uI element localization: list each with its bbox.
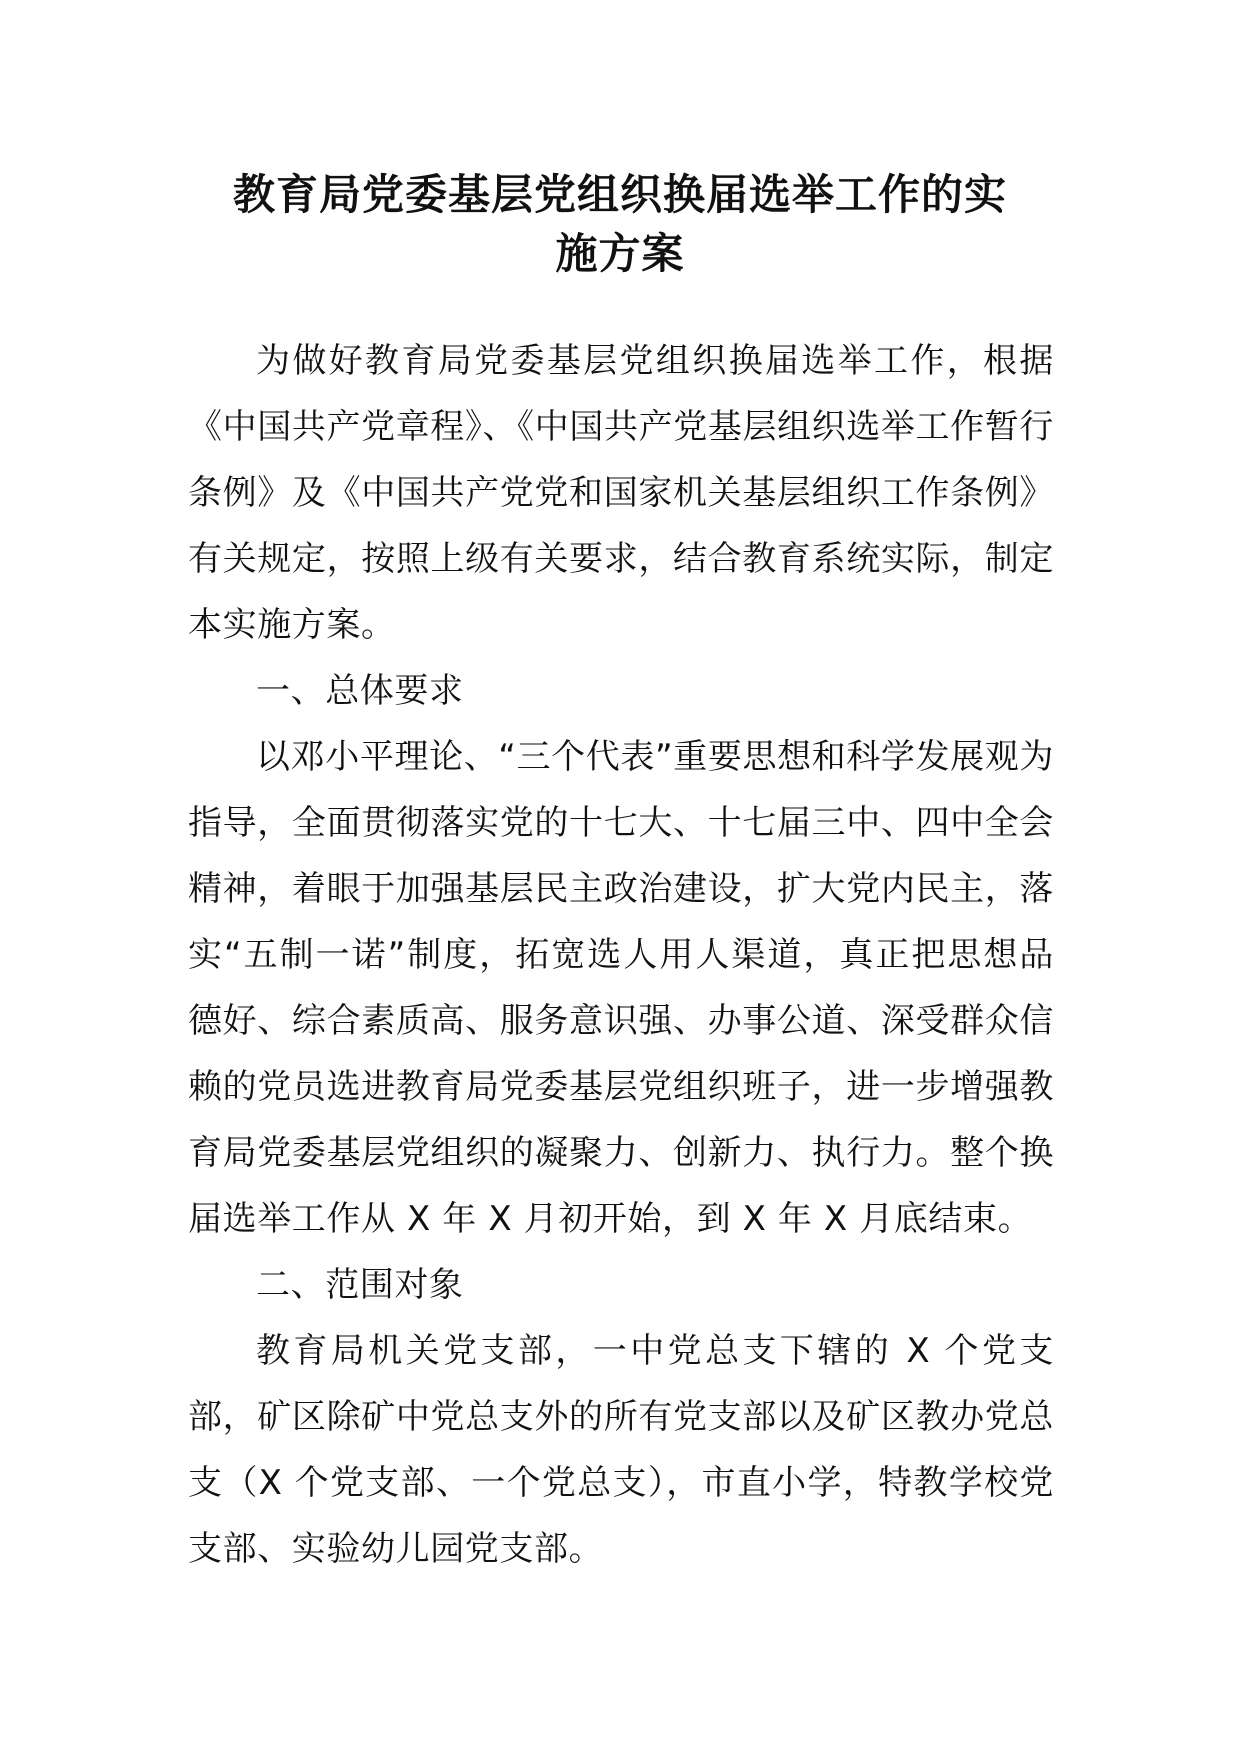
intro-paragraph: 为做好教育局党委基层党组织换届选举工作，根据《中国共产党章程》、《中国共产党基层组织选举工作暂行条例》及《中国共产党党和国家机关基层组织工作条例》有关规定，按照上级有关要求，结合教育系统实际，制定本实施方案。 <box>188 341 1054 645</box>
title-line-2: 施方案 <box>555 229 685 278</box>
document-body <box>188 328 1054 1582</box>
scope-paragraph: 教育局机关党支部，一中党总支下辖的 X 个党支部，矿区除矿中党总支外的所有党支部以及矿区教办党总支（X 个党支部、一个党总支），市直小学，特教学校党支部、实验幼儿园党支部。 <box>188 1331 1054 1569</box>
section-heading-general-requirements: 一、总体要求 <box>256 671 464 711</box>
general-requirements-paragraph: 以邓小平理论、“三个代表”重要思想和科学发展观为指导，全面贯彻落实党的十七大、十七届三中、四中全会精神，着眼于加强基层民主政治建设，扩大党内民主，落实“五制一诺”制度，拓宽选人用人渠道，真正把思想品德好、综合素质高、服务意识强、办事公道、深受群众信赖的党员选进教育局党委基层党组织班子，进一步增强教育局党委基层党组织的凝聚力、创新力、执行力。整个换届选举工作从 X 年 X 月初开始，到 X 年 X 月底结束。 <box>188 737 1054 1239</box>
title-line-1: 教育局党委基层党组织换届选举工作的实 <box>232 170 1007 219</box>
document-title <box>180 165 1060 283</box>
section-heading-scope: 二、范围对象 <box>256 1265 464 1305</box>
